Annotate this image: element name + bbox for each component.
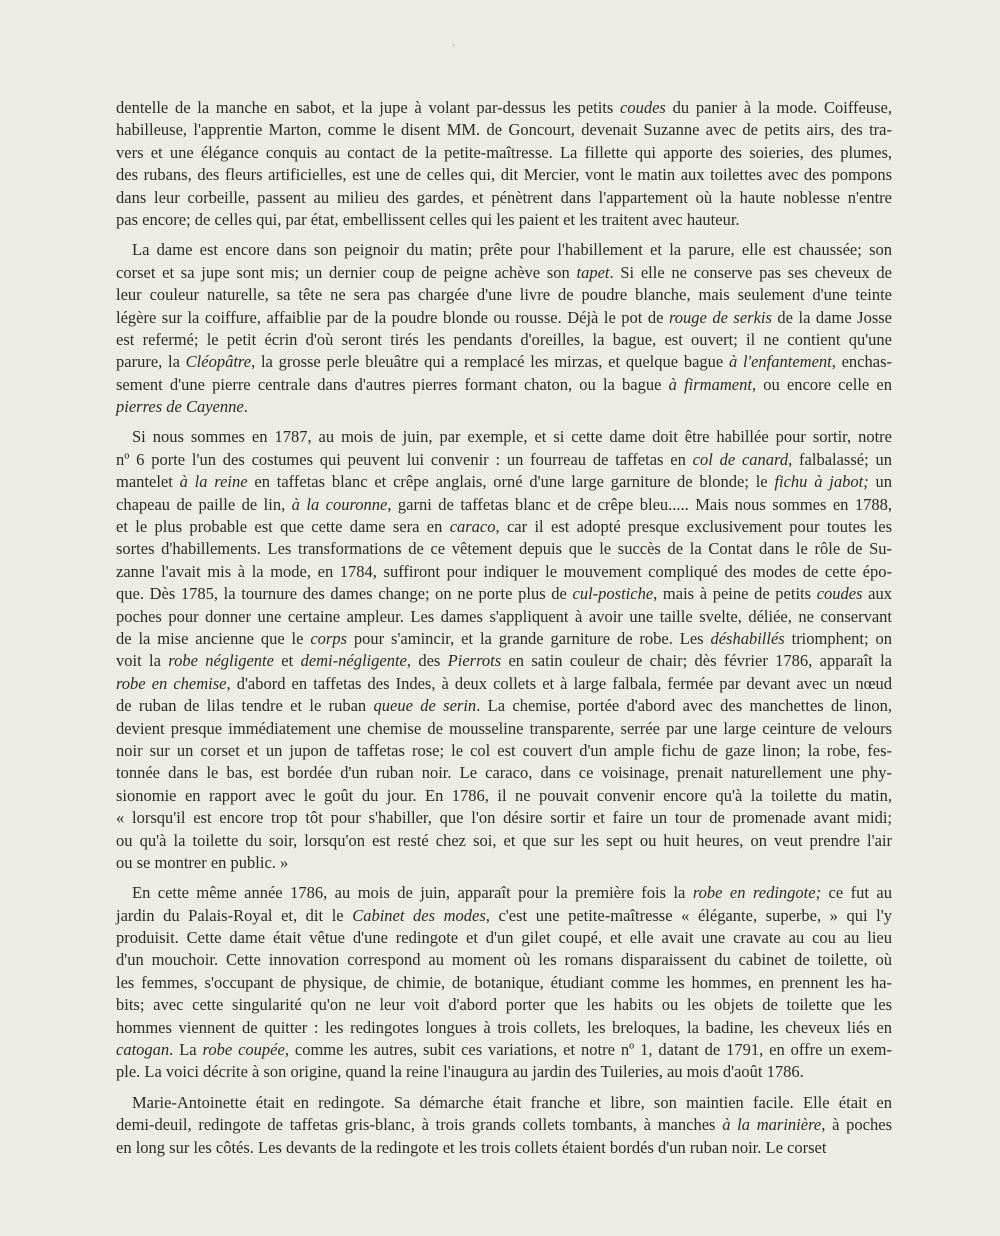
italic-run: Cabinet des modes <box>352 905 486 925</box>
text-run: dentelle de la manche en sabot, et la jupe à volant par-dessus les petits <box>116 98 621 117</box>
text-run: , ou encore celle en <box>751 374 893 394</box>
text-run: « lorsqu'il est encore trop tôt pour s'habiller, que l'on désire sortir et faire un tour de promenade avant midi; <box>116 808 892 828</box>
text-line <box>116 449 892 471</box>
text-run: de la mise ancienne que le <box>116 628 311 648</box>
text-run: en taffetas blanc et crêpe anglais, orné d'une large garniture de blonde; le <box>247 472 775 492</box>
text-line <box>116 583 892 605</box>
text-line <box>116 905 892 927</box>
text-run: . <box>243 397 248 417</box>
text-run: En cette même année 1786, au mois de juin, apparaît pour la première fois la <box>132 883 693 903</box>
text-line <box>116 830 892 852</box>
italic-run: à la marinière <box>722 1115 822 1135</box>
italic-run: coudes <box>620 98 666 117</box>
text-line <box>116 187 892 209</box>
text-run: vers et une élégance conquis au contact de la petite-maîtresse. La fillette qui apporte des soieries, des plumes, <box>116 142 892 162</box>
italic-run: tapet <box>576 262 610 282</box>
text-line <box>116 1039 892 1061</box>
italic-run: robe en redingote; <box>692 883 822 903</box>
italic-run: robe négligente <box>168 651 274 671</box>
italic-run: rouge de serkis <box>668 307 772 327</box>
text-run: ple. La voici décrite à son origine, quand la reine l'inaugura au jardin des Tuileries, au mois d'août 1786. <box>116 1062 804 1082</box>
text-run: voit la <box>116 651 169 671</box>
text-line <box>116 1061 892 1083</box>
italic-run: à firmament <box>668 374 752 394</box>
text-line <box>116 97 892 119</box>
text-line <box>116 785 892 807</box>
text-run: corset et sa jupe sont mis; un dernier coup de peigne achève son <box>116 262 577 282</box>
text-line <box>116 606 892 628</box>
italic-run: pierres de Cayenne <box>116 397 244 417</box>
text-line <box>116 927 892 949</box>
text-line <box>116 561 892 583</box>
text-run: hommes viennent de quitter : les redingotes longues à trois collets, les breloques, la badine, les cheveux liés en <box>116 1017 892 1037</box>
italic-run: coudes <box>816 584 863 604</box>
text-run: , d'abord en taffetas des Indes, à deux collets et à large falbala, fermée par devant avec un nœud <box>226 673 892 693</box>
italic-run: demi-négligente <box>300 651 407 671</box>
text-run: parure, la <box>116 352 186 372</box>
italic-run: à l'enfantement <box>728 352 832 372</box>
text-line <box>116 972 892 994</box>
text-run: . Si elle ne conserve pas ses cheveux de <box>609 262 892 282</box>
text-run: , comme les autres, subit ces variations, et notre nº 1, datant de 1791, en offre un exem- <box>284 1040 892 1060</box>
text-run: leur couleur naturelle, sa tête ne sera pas chargée d'une livre de poudre blanche, mais seulement d'une teinte <box>116 285 892 305</box>
text-line <box>116 164 892 186</box>
text-run: , des <box>406 651 448 671</box>
text-line <box>116 673 892 695</box>
italic-run: corps <box>310 628 347 648</box>
text-line <box>116 351 892 373</box>
text-run: un <box>868 472 893 492</box>
text-run: de la dame Josse <box>771 307 892 327</box>
text-run: nº 6 porte l'un des costumes qui peuvent lui convenir : un fourreau de taffetas en <box>116 449 693 469</box>
italic-run: queue de serin <box>373 696 477 716</box>
italic-run: robe coupée <box>202 1040 285 1060</box>
text-run: et <box>273 651 301 671</box>
italic-run: à la couronne <box>291 494 388 514</box>
italic-run: Pierrots <box>447 651 502 671</box>
text-line <box>116 494 892 516</box>
text-run: . La chemise, portée d'abord avec des manchettes de linon, <box>476 696 893 716</box>
italic-run: col de canard <box>692 449 789 469</box>
text-run: produisit. Cette dame était vêtue d'une redingote et d'un gilet coupé, et elle avait une cravate au cou au lieu <box>116 928 892 948</box>
text-run: Marie-Antoinette était en redingote. Sa démarche était franche et libre, son maintien facile. Elle était en <box>132 1092 892 1112</box>
text-run: , à poches <box>821 1115 892 1135</box>
text-run: devient presque immédiatement une chemise de mousseline transparente, serrée par une large ceinture de velours <box>116 718 892 738</box>
text-run: et le plus probable est que cette dame sera en <box>116 517 450 537</box>
text-run: mantelet <box>116 472 180 492</box>
paragraph <box>116 882 892 1084</box>
italic-run: caraco <box>449 517 496 537</box>
text-line <box>116 949 892 971</box>
text-line <box>116 1137 892 1159</box>
text-run: de ruban de lilas tendre et le ruban <box>116 696 374 716</box>
text-line <box>116 740 892 762</box>
text-run: en long sur les côtés. Les devants de la redingote et les trois collets étaient bordés d'un ruban noir. Le corset <box>116 1137 827 1157</box>
text-line <box>116 209 892 231</box>
text-run: des rubans, des fleurs artificielles, est une de celles qui, dit Mercier, vont le matin aux toilettes avec des pompons <box>116 165 892 185</box>
text-run: poches pour donner une certaine ampleur. Les dames s'appliquent à avoir une taille svelte, déliée, ne conservant <box>116 606 892 626</box>
text-line <box>116 471 892 493</box>
text-line <box>116 119 892 141</box>
italic-run: Cléopâtre <box>185 352 252 372</box>
italic-run: à la reine <box>179 472 248 492</box>
text-run: jardin du Palais-Royal et, dit le <box>116 905 353 925</box>
text-run: ce fut au <box>821 883 892 903</box>
text-run: , falbalassé; un <box>788 449 892 469</box>
italic-run: cul-postiche <box>572 584 654 604</box>
text-line <box>116 994 892 1016</box>
text-line <box>116 516 892 538</box>
text-run: que. Dès 1785, la tournure des dames change; on ne porte plus de <box>116 584 573 604</box>
text-line <box>116 284 892 306</box>
text-line <box>116 142 892 164</box>
text-line <box>116 262 892 284</box>
text-run: d'un mouchoir. Cette innovation correspond au moment où les romans disparaissent du cabinet de toilette, où <box>116 950 892 970</box>
text-run: ou se montrer en public. » <box>116 852 289 872</box>
text-line <box>116 650 892 672</box>
paragraph <box>116 426 892 874</box>
text-run: les femmes, s'occupant de physique, de chimie, de botanique, étudiant comme les hommes, en prennent les ha- <box>116 972 892 992</box>
paragraph <box>116 1092 892 1159</box>
text-run: en satin couleur de chair; dès février 1786, apparaît la <box>501 651 892 671</box>
text-run: pas encore; de celles qui, par état, embellissent celles qui les paient et les traitent avec hauteur. <box>116 209 740 229</box>
text-run: Si nous sommes en 1787, au mois de juin, par exemple, et si cette dame doit être habillée pour sortir, notre <box>132 427 892 447</box>
text-run: habilleuse, l'apprentie Marton, comme le disent MM. de Goncourt, devenait Suzanne avec de petits airs, des tra- <box>116 120 892 140</box>
text-run: chapeau de paille de lin, <box>116 494 292 514</box>
text-run: , garni de taffetas blanc et de crêpe bleu..... Mais nous sommes en 1788, <box>387 494 892 514</box>
text-run: dans leur corbeille, passent au milieu des gardes, et pénètrent dans l'appartement où la haute noblesse n'entre <box>116 187 892 207</box>
text-line <box>116 307 892 329</box>
text-line <box>116 718 892 740</box>
text-line <box>116 374 892 396</box>
text-line <box>116 538 892 560</box>
text-run: , enchas- <box>831 352 892 372</box>
text-run: , la grosse perle bleuâtre qui a remplacé les mirzas, et quelque bague <box>251 352 729 372</box>
text-run: bits; avec cette singularité qu'on ne leur voit d'abord porter que les habits ou les objets de toilette que les <box>116 995 892 1015</box>
text-line <box>116 695 892 717</box>
text-run: noir sur un corset et un jupon de taffetas rose; le col est couvert d'un ample fichu de gaze linon; la robe, fes- <box>116 740 892 760</box>
text-run: , c'est une petite-maîtresse « élégante, superbe, » qui l'y <box>485 905 892 925</box>
text-line <box>116 882 892 904</box>
text-column <box>116 97 892 1159</box>
text-line <box>116 239 892 261</box>
text-line <box>116 762 892 784</box>
text-run: La dame est encore dans son peignoir du matin; prête pour l'habillement et la parure, elle est chaussée; son <box>132 240 892 260</box>
text-run: sortes d'habillements. Les transformations de ce vêtement depuis que le succès de la Contat dans le rôle de Su- <box>116 539 892 559</box>
italic-run: robe en chemise <box>116 673 227 693</box>
paragraph <box>116 239 892 418</box>
text-line <box>116 1017 892 1039</box>
text-run: légère sur la coiffure, affaiblie par de la poudre blonde ou rousse. Déjà le pot de <box>116 307 669 327</box>
text-line <box>116 1092 892 1114</box>
text-line <box>116 1114 892 1136</box>
text-line <box>116 852 892 874</box>
text-run: . La <box>169 1040 203 1060</box>
text-run: triomphent; on <box>784 628 892 648</box>
text-line <box>116 329 892 351</box>
text-run: demi-deuil, redingote de taffetas gris-blanc, à trois grands collets tombants, à manches <box>116 1115 723 1135</box>
text-run: est refermé; le petit écrin d'où seront tirés les pendants d'oreilles, la bague, est ouvert; il ne contient qu'une <box>116 329 892 349</box>
text-run: , mais à peine de petits <box>653 584 817 604</box>
text-run: zanne l'avait mis à la mode, en 1784, suffiront pour indiquer le mouvement compliqué des modes de cette épo- <box>116 561 892 581</box>
text-run: sement d'une pierre centrale dans d'autres pierres formant chaton, ou la bague <box>116 374 669 394</box>
text-run: ou qu'à la toilette du soir, lorsqu'on est resté chez soi, et que sur les sept ou huit heures, on veut prendre l'air <box>116 830 892 850</box>
text-line <box>116 807 892 829</box>
paragraph <box>116 97 892 231</box>
italic-run: fichu à jabot; <box>774 472 869 492</box>
text-run: sionomie en rapport avec le goût du jour. En 1786, il ne pouvait convenir encore qu'à la toilette du matin, <box>116 785 892 805</box>
italic-run: déshabillés <box>710 628 785 648</box>
text-line <box>116 396 892 418</box>
text-line <box>116 628 892 650</box>
text-run: du panier à la mode. Coiffeuse, <box>665 98 892 117</box>
italic-run: catogan <box>116 1040 170 1060</box>
text-run: , car il est adopté presque exclusivement pour toutes les <box>495 517 892 537</box>
page-mark: ` <box>452 44 456 55</box>
text-run: pour s'amincir, et la grande garniture de robe. Les <box>347 628 711 648</box>
text-run: tonnée dans le bas, est bordée d'un ruban noir. Le caraco, dans ce voisinage, prenait naturellement une phy- <box>116 763 892 783</box>
text-run: aux <box>862 584 893 604</box>
text-line <box>116 426 892 448</box>
